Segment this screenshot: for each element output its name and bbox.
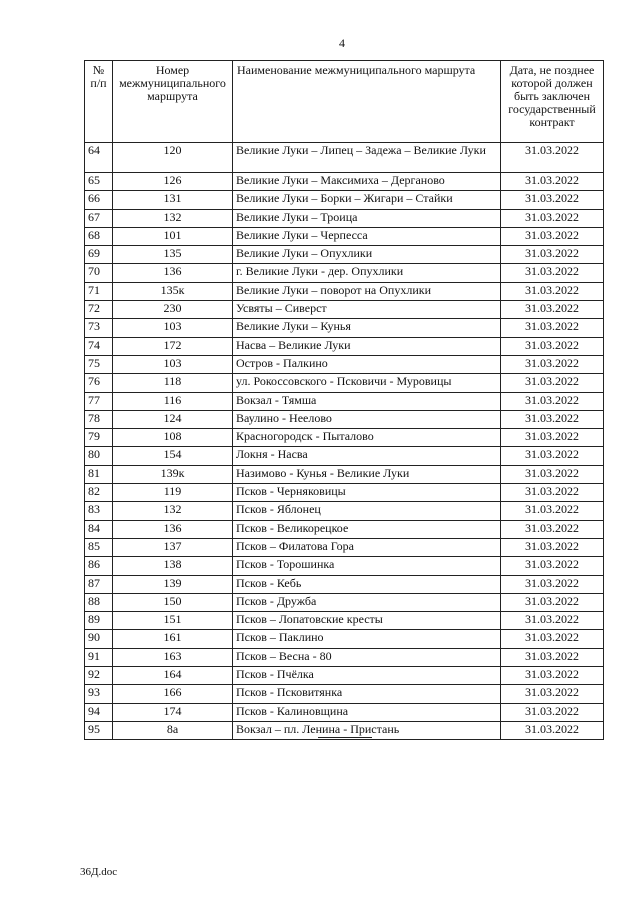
- route-name: Псков - Кебь: [233, 575, 501, 593]
- row-number: 69: [85, 246, 113, 264]
- table-row: [85, 667, 604, 685]
- table-row: [85, 648, 604, 666]
- route-number: 132: [113, 502, 233, 520]
- route-number: 124: [113, 410, 233, 428]
- route-name: Великие Луки – Опухлики: [233, 246, 501, 264]
- route-name: Великие Луки – поворот на Опухлики: [233, 282, 501, 300]
- routes-table: [84, 60, 604, 740]
- route-number: 137: [113, 538, 233, 556]
- contract-deadline: 31.03.2022: [501, 721, 604, 739]
- contract-deadline: 31.03.2022: [501, 612, 604, 630]
- route-number: 151: [113, 612, 233, 630]
- row-number: 68: [85, 227, 113, 245]
- table-row: [85, 319, 604, 337]
- route-number: 166: [113, 685, 233, 703]
- row-number: 81: [85, 465, 113, 483]
- row-number: 80: [85, 447, 113, 465]
- table-row: [85, 484, 604, 502]
- table-row: [85, 502, 604, 520]
- contract-deadline: 31.03.2022: [501, 301, 604, 319]
- contract-deadline: 31.03.2022: [501, 173, 604, 191]
- contract-deadline: 31.03.2022: [501, 685, 604, 703]
- route-name: Остров - Палкино: [233, 355, 501, 373]
- route-name: Псков - Пчёлка: [233, 667, 501, 685]
- row-number: 70: [85, 264, 113, 282]
- page-number: 4: [339, 36, 345, 50]
- row-number: 83: [85, 502, 113, 520]
- table-row: [85, 209, 604, 227]
- contract-deadline: 31.03.2022: [501, 410, 604, 428]
- header-route-number: Номер межмуниципального маршрута: [113, 61, 233, 143]
- contract-deadline: 31.03.2022: [501, 374, 604, 392]
- route-number: 101: [113, 227, 233, 245]
- route-name: Псков - Черняковицы: [233, 484, 501, 502]
- row-number: 93: [85, 685, 113, 703]
- header-num: № п/п: [85, 61, 113, 143]
- route-name: Псков - Торошинка: [233, 557, 501, 575]
- route-number: 161: [113, 630, 233, 648]
- route-number: 135: [113, 246, 233, 264]
- route-name: г. Великие Луки - дер. Опухлики: [233, 264, 501, 282]
- route-number: 108: [113, 429, 233, 447]
- header-deadline: Дата, не позднее которой должен быть заключен государственный контракт: [501, 61, 604, 143]
- contract-deadline: 31.03.2022: [501, 520, 604, 538]
- row-number: 78: [85, 410, 113, 428]
- contract-deadline: 31.03.2022: [501, 355, 604, 373]
- row-number: 77: [85, 392, 113, 410]
- route-number: 139к: [113, 465, 233, 483]
- route-name: Псков - Псковитянка: [233, 685, 501, 703]
- route-name: Великие Луки – Борки – Жигари – Стайки: [233, 191, 501, 209]
- routes-table-header: [85, 61, 604, 143]
- table-row: [85, 282, 604, 300]
- route-name: ул. Рокоссовского - Псковичи - Муровицы: [233, 374, 501, 392]
- row-number: 95: [85, 721, 113, 739]
- row-number: 89: [85, 612, 113, 630]
- table-row: [85, 337, 604, 355]
- route-name: Великие Луки – Липец – Задежа – Великие Луки: [233, 143, 501, 173]
- row-number: 84: [85, 520, 113, 538]
- route-number: 230: [113, 301, 233, 319]
- table-row: [85, 227, 604, 245]
- contract-deadline: 31.03.2022: [501, 502, 604, 520]
- contract-deadline: 31.03.2022: [501, 648, 604, 666]
- route-name: Великие Луки – Троица: [233, 209, 501, 227]
- row-number: 72: [85, 301, 113, 319]
- route-name: Великие Луки – Черпесса: [233, 227, 501, 245]
- contract-deadline: 31.03.2022: [501, 538, 604, 556]
- contract-deadline: 31.03.2022: [501, 246, 604, 264]
- route-number: 138: [113, 557, 233, 575]
- route-number: 116: [113, 392, 233, 410]
- contract-deadline: 31.03.2022: [501, 227, 604, 245]
- route-number: 164: [113, 667, 233, 685]
- row-number: 86: [85, 557, 113, 575]
- route-name: Псков – Весна - 80: [233, 648, 501, 666]
- route-name: Ваулино - Неелово: [233, 410, 501, 428]
- contract-deadline: 31.03.2022: [501, 557, 604, 575]
- route-name: Псков – Паклино: [233, 630, 501, 648]
- table-row: [85, 191, 604, 209]
- route-name: Псков - Яблонец: [233, 502, 501, 520]
- row-number: 65: [85, 173, 113, 191]
- row-number: 76: [85, 374, 113, 392]
- row-number: 82: [85, 484, 113, 502]
- contract-deadline: 31.03.2022: [501, 575, 604, 593]
- route-number: 135к: [113, 282, 233, 300]
- route-name: Назимово - Кунья - Великие Луки: [233, 465, 501, 483]
- row-number: 79: [85, 429, 113, 447]
- route-name: Красногородск - Пыталово: [233, 429, 501, 447]
- table-row: [85, 173, 604, 191]
- table-row: [85, 593, 604, 611]
- route-number: 136: [113, 520, 233, 538]
- route-name: Великие Луки – Максимиха – Дерганово: [233, 173, 501, 191]
- contract-deadline: 31.03.2022: [501, 465, 604, 483]
- route-name: Вокзал - Тямша: [233, 392, 501, 410]
- table-row: [85, 703, 604, 721]
- route-name: Псков - Великорецкое: [233, 520, 501, 538]
- route-number: 8а: [113, 721, 233, 739]
- row-number: 88: [85, 593, 113, 611]
- table-row: [85, 557, 604, 575]
- table-row: [85, 410, 604, 428]
- route-name: Псков - Калиновщина: [233, 703, 501, 721]
- contract-deadline: 31.03.2022: [501, 264, 604, 282]
- route-number: 126: [113, 173, 233, 191]
- route-name: Усвяты – Сиверст: [233, 301, 501, 319]
- route-name: Великие Луки – Кунья: [233, 319, 501, 337]
- table-row: [85, 630, 604, 648]
- row-number: 75: [85, 355, 113, 373]
- table-row: [85, 465, 604, 483]
- route-name: Локня - Насва: [233, 447, 501, 465]
- route-number: 118: [113, 374, 233, 392]
- end-divider: [318, 737, 372, 738]
- row-number: 92: [85, 667, 113, 685]
- contract-deadline: 31.03.2022: [501, 429, 604, 447]
- table-row: [85, 355, 604, 373]
- row-number: 66: [85, 191, 113, 209]
- contract-deadline: 31.03.2022: [501, 191, 604, 209]
- contract-deadline: 31.03.2022: [501, 282, 604, 300]
- route-name: Псков – Филатова Гора: [233, 538, 501, 556]
- route-number: 131: [113, 191, 233, 209]
- table-row: [85, 143, 604, 173]
- route-number: 119: [113, 484, 233, 502]
- route-number: 136: [113, 264, 233, 282]
- contract-deadline: 31.03.2022: [501, 143, 604, 173]
- route-name: Насва – Великие Луки: [233, 337, 501, 355]
- footer-file-name: 36Д.doc: [80, 866, 118, 878]
- routes-table-body: [85, 143, 604, 740]
- row-number: 64: [85, 143, 113, 173]
- table-row: [85, 612, 604, 630]
- row-number: 74: [85, 337, 113, 355]
- route-number: 103: [113, 355, 233, 373]
- row-number: 91: [85, 648, 113, 666]
- row-number: 90: [85, 630, 113, 648]
- table-row: [85, 520, 604, 538]
- row-number: 71: [85, 282, 113, 300]
- header-route-name: Наименование межмуниципального маршрута: [233, 61, 501, 143]
- contract-deadline: 31.03.2022: [501, 630, 604, 648]
- table-row: [85, 374, 604, 392]
- contract-deadline: 31.03.2022: [501, 703, 604, 721]
- route-name: Вокзал – пл. Ленина - Пристань: [233, 721, 501, 739]
- contract-deadline: 31.03.2022: [501, 593, 604, 611]
- route-number: 150: [113, 593, 233, 611]
- table-row: [85, 429, 604, 447]
- route-number: 154: [113, 447, 233, 465]
- route-number: 120: [113, 143, 233, 173]
- route-name: Псков - Дружба: [233, 593, 501, 611]
- contract-deadline: 31.03.2022: [501, 392, 604, 410]
- row-number: 87: [85, 575, 113, 593]
- row-number: 85: [85, 538, 113, 556]
- contract-deadline: 31.03.2022: [501, 209, 604, 227]
- contract-deadline: 31.03.2022: [501, 319, 604, 337]
- table-row: [85, 246, 604, 264]
- route-number: 132: [113, 209, 233, 227]
- table-row: [85, 392, 604, 410]
- route-number: 139: [113, 575, 233, 593]
- header-row: [85, 61, 604, 143]
- contract-deadline: 31.03.2022: [501, 447, 604, 465]
- contract-deadline: 31.03.2022: [501, 667, 604, 685]
- row-number: 67: [85, 209, 113, 227]
- route-number: 172: [113, 337, 233, 355]
- route-number: 103: [113, 319, 233, 337]
- route-number: 174: [113, 703, 233, 721]
- table-row: [85, 685, 604, 703]
- table-row: [85, 301, 604, 319]
- table-row: [85, 575, 604, 593]
- row-number: 94: [85, 703, 113, 721]
- row-number: 73: [85, 319, 113, 337]
- table-row: [85, 538, 604, 556]
- table-row: [85, 447, 604, 465]
- table-row: [85, 264, 604, 282]
- contract-deadline: 31.03.2022: [501, 337, 604, 355]
- contract-deadline: 31.03.2022: [501, 484, 604, 502]
- route-name: Псков – Лопатовские кресты: [233, 612, 501, 630]
- route-number: 163: [113, 648, 233, 666]
